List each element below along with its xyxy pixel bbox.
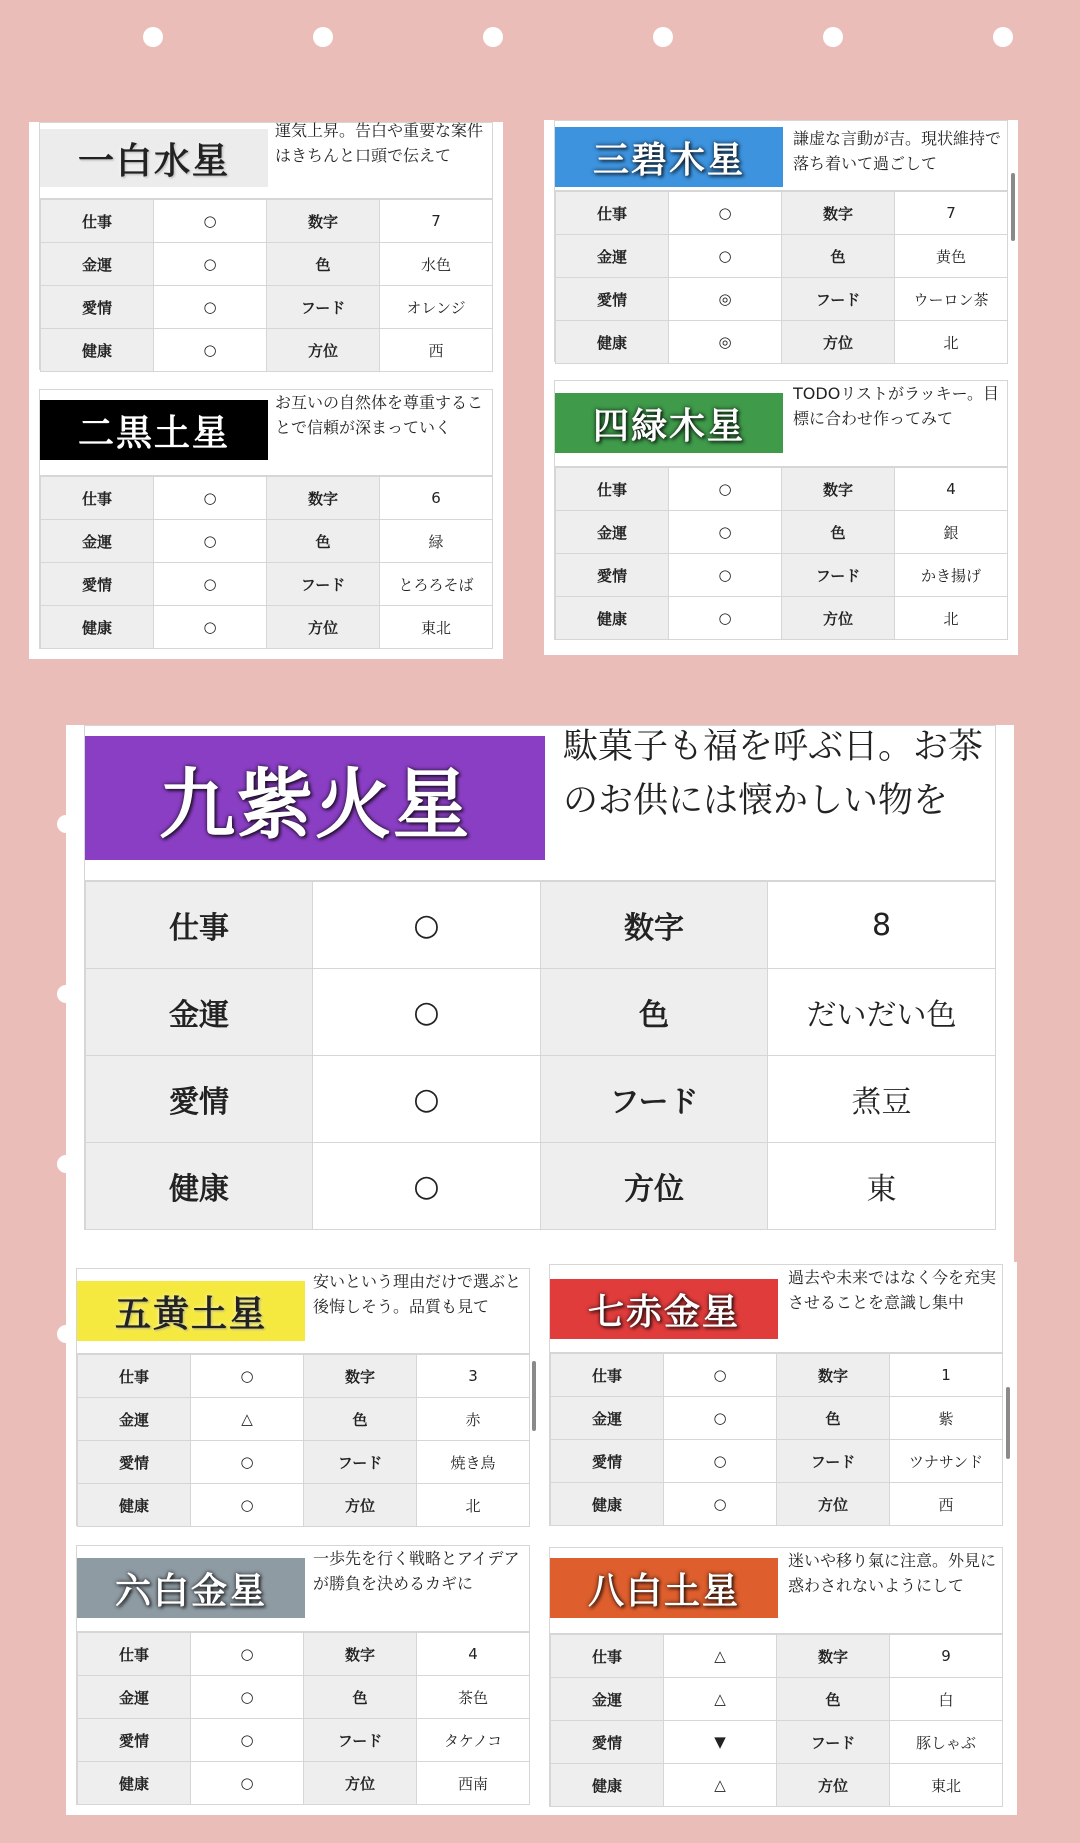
color-value: 白 [890, 1678, 1003, 1721]
food-value: ツナサンド [890, 1440, 1003, 1483]
love-value: ○ [669, 554, 782, 597]
health-value: △ [664, 1764, 777, 1807]
color-label: 色 [777, 1678, 890, 1721]
direction-value: 西 [380, 329, 493, 372]
work-value: ○ [664, 1354, 777, 1397]
color-value: 銀 [895, 511, 1008, 554]
star-card-s7 [549, 1264, 1003, 1526]
love-label: 愛情 [41, 286, 154, 329]
food-label: フード [541, 1056, 768, 1143]
direction-value: 東北 [380, 606, 493, 649]
work-label: 仕事 [78, 1633, 191, 1676]
color-value: だいだい色 [768, 969, 996, 1056]
health-label: 健康 [78, 1762, 191, 1805]
food-label: フード [782, 554, 895, 597]
number-label: 数字 [267, 200, 380, 243]
direction-label: 方位 [267, 606, 380, 649]
love-label: 愛情 [556, 554, 669, 597]
color-value: 赤 [417, 1398, 530, 1441]
money-value: △ [191, 1398, 304, 1441]
decorative-dot [993, 27, 1013, 47]
number-value: 7 [895, 192, 1008, 235]
top-left-panel [29, 122, 503, 659]
direction-label: 方位 [777, 1483, 890, 1526]
money-label: 金運 [551, 1397, 664, 1440]
health-label: 健康 [556, 597, 669, 640]
color-label: 色 [267, 520, 380, 563]
work-value: ○ [191, 1355, 304, 1398]
direction-label: 方位 [304, 1762, 417, 1805]
work-label: 仕事 [41, 200, 154, 243]
star-banner: 七赤金星 [550, 1279, 778, 1339]
food-value: タケノコ [417, 1719, 530, 1762]
love-value: ○ [664, 1440, 777, 1483]
star-message: 運気上昇。告白や重要な案件はきちんと口頭で伝えて [275, 121, 484, 165]
color-value: 紫 [890, 1397, 1003, 1440]
number-label: 数字 [304, 1633, 417, 1676]
food-label: フード [267, 286, 380, 329]
direction-value: 北 [895, 321, 1008, 364]
number-label: 数字 [541, 882, 768, 969]
star-banner: 一白水星 [40, 129, 268, 187]
money-value: ○ [664, 1397, 777, 1440]
health-value: ○ [154, 606, 267, 649]
food-value: 煮豆 [768, 1056, 996, 1143]
number-label: 数字 [267, 477, 380, 520]
work-label: 仕事 [86, 882, 313, 969]
decorative-dot [483, 27, 503, 47]
star-banner: 四緑木星 [555, 393, 783, 453]
color-label: 色 [304, 1676, 417, 1719]
number-value: 7 [380, 200, 493, 243]
love-label: 愛情 [78, 1441, 191, 1484]
color-label: 色 [782, 511, 895, 554]
health-value: ◎ [669, 321, 782, 364]
love-label: 愛情 [551, 1440, 664, 1483]
star-card-s1 [39, 122, 493, 370]
fortune-table [550, 1353, 1003, 1526]
health-label: 健康 [86, 1143, 313, 1230]
money-label: 金運 [41, 243, 154, 286]
money-label: 金運 [556, 511, 669, 554]
top-right-panel [544, 120, 1018, 655]
star-message: 安いという理由だけで選ぶと後悔しそう。品質も見て [313, 1272, 522, 1316]
decorative-dot [823, 27, 843, 47]
fortune-table [40, 476, 493, 649]
love-label: 愛情 [551, 1721, 664, 1764]
health-value: ○ [191, 1484, 304, 1527]
health-label: 健康 [41, 606, 154, 649]
health-label: 健康 [551, 1764, 664, 1807]
number-value: 4 [417, 1633, 530, 1676]
star-banner: 九紫火星 [85, 736, 545, 860]
star-message: TODOリストがラッキー。目標に合わせ作ってみて [793, 384, 1000, 428]
star-card-s5 [76, 1268, 530, 1526]
bottom-right-panel [547, 1262, 1017, 1815]
food-value: とろろそば [380, 563, 493, 606]
food-value: 豚しゃぶ [890, 1721, 1003, 1764]
food-label: フード [267, 563, 380, 606]
direction-value: 北 [895, 597, 1008, 640]
number-label: 数字 [304, 1355, 417, 1398]
color-value: 黄色 [895, 235, 1008, 278]
health-label: 健康 [78, 1484, 191, 1527]
direction-value: 東北 [890, 1764, 1003, 1807]
star-banner: 八白土星 [550, 1558, 778, 1618]
color-value: 水色 [380, 243, 493, 286]
health-label: 健康 [556, 321, 669, 364]
love-value: ○ [191, 1441, 304, 1484]
health-value: ○ [664, 1483, 777, 1526]
direction-label: 方位 [782, 321, 895, 364]
direction-label: 方位 [304, 1484, 417, 1527]
scrollbar[interactable] [1006, 1387, 1010, 1459]
love-value: ◎ [669, 278, 782, 321]
work-label: 仕事 [78, 1355, 191, 1398]
food-value: ウーロン茶 [895, 278, 1008, 321]
number-value: 6 [380, 477, 493, 520]
food-label: フード [782, 278, 895, 321]
money-label: 金運 [78, 1398, 191, 1441]
food-value: 焼き鳥 [417, 1441, 530, 1484]
love-label: 愛情 [41, 563, 154, 606]
color-label: 色 [267, 243, 380, 286]
number-value: 3 [417, 1355, 530, 1398]
fortune-table [555, 191, 1008, 364]
food-label: フード [304, 1441, 417, 1484]
decorative-dot [313, 27, 333, 47]
work-value: ○ [313, 882, 541, 969]
fortune-table [77, 1354, 530, 1527]
star-message: 駄菓子も福を呼ぶ日。お茶のお供には懐かしい物を [563, 727, 983, 822]
star-card-s4 [554, 380, 1008, 640]
direction-label: 方位 [777, 1764, 890, 1807]
fortune-table [555, 467, 1008, 640]
star-message: 迷いや移り氣に注意。外見に惑わされないようにして [788, 1551, 997, 1595]
star-card-s6 [76, 1545, 530, 1805]
decorative-dot [57, 815, 75, 833]
decorative-dot [57, 985, 75, 1003]
food-value: オレンジ [380, 286, 493, 329]
number-label: 数字 [782, 192, 895, 235]
star-banner: 五黄土星 [77, 1281, 305, 1341]
work-label: 仕事 [41, 477, 154, 520]
number-label: 数字 [782, 468, 895, 511]
fortune-table [85, 881, 996, 1230]
number-label: 数字 [777, 1354, 890, 1397]
decorative-dot [57, 1325, 75, 1343]
star-card-s8 [549, 1547, 1003, 1807]
number-value: 9 [890, 1635, 1003, 1678]
money-value: ○ [313, 969, 541, 1056]
money-label: 金運 [86, 969, 313, 1056]
direction-value: 西 [890, 1483, 1003, 1526]
food-label: フード [777, 1721, 890, 1764]
health-label: 健康 [41, 329, 154, 372]
love-value: ▼ [664, 1721, 777, 1764]
work-value: ○ [191, 1633, 304, 1676]
health-value: ○ [154, 329, 267, 372]
direction-label: 方位 [541, 1143, 768, 1230]
direction-value: 北 [417, 1484, 530, 1527]
direction-value: 東 [768, 1143, 996, 1230]
work-value: △ [664, 1635, 777, 1678]
work-value: ○ [154, 477, 267, 520]
love-label: 愛情 [556, 278, 669, 321]
money-value: △ [664, 1678, 777, 1721]
money-label: 金運 [78, 1676, 191, 1719]
fortune-table [40, 199, 493, 372]
work-value: ○ [669, 468, 782, 511]
food-label: フード [304, 1719, 417, 1762]
money-value: ○ [154, 243, 267, 286]
direction-label: 方位 [782, 597, 895, 640]
color-value: 茶色 [417, 1676, 530, 1719]
number-value: 8 [768, 882, 996, 969]
star-card-s2 [39, 389, 493, 649]
star-message: 謙虚な言動が吉。現状維持で落ち着いて過ごして [793, 129, 1002, 173]
work-value: ○ [669, 192, 782, 235]
love-value: ○ [154, 563, 267, 606]
health-value: ○ [669, 597, 782, 640]
star-message: 過去や未来ではなく今を充実させることを意識し集中 [788, 1268, 997, 1312]
work-label: 仕事 [551, 1354, 664, 1397]
number-value: 1 [890, 1354, 1003, 1397]
direction-value: 西南 [417, 1762, 530, 1805]
color-label: 色 [777, 1397, 890, 1440]
direction-label: 方位 [267, 329, 380, 372]
work-value: ○ [154, 200, 267, 243]
health-label: 健康 [551, 1483, 664, 1526]
color-value: 緑 [380, 520, 493, 563]
scrollbar[interactable] [532, 1361, 536, 1431]
star-banner: 六白金星 [77, 1558, 305, 1618]
color-label: 色 [541, 969, 768, 1056]
color-label: 色 [782, 235, 895, 278]
money-label: 金運 [551, 1678, 664, 1721]
love-label: 愛情 [78, 1719, 191, 1762]
work-label: 仕事 [556, 192, 669, 235]
star-message: お互いの自然体を尊重することで信頼が深まっていく [275, 393, 484, 437]
health-value: ○ [313, 1143, 541, 1230]
money-label: 金運 [556, 235, 669, 278]
decorative-dot [57, 1155, 75, 1173]
star-card-s3 [554, 120, 1008, 362]
money-value: ○ [154, 520, 267, 563]
money-value: ○ [669, 235, 782, 278]
food-label: フード [777, 1440, 890, 1483]
fortune-table [550, 1634, 1003, 1807]
number-value: 4 [895, 468, 1008, 511]
love-value: ○ [313, 1056, 541, 1143]
fortune-table [77, 1632, 530, 1805]
love-value: ○ [154, 286, 267, 329]
love-label: 愛情 [86, 1056, 313, 1143]
work-label: 仕事 [556, 468, 669, 511]
health-value: ○ [191, 1762, 304, 1805]
money-value: ○ [191, 1676, 304, 1719]
color-label: 色 [304, 1398, 417, 1441]
money-label: 金運 [41, 520, 154, 563]
star-banner: 三碧木星 [555, 127, 783, 187]
number-label: 数字 [777, 1635, 890, 1678]
star-banner: 二黒土星 [40, 400, 268, 460]
food-value: かき揚げ [895, 554, 1008, 597]
love-value: ○ [191, 1719, 304, 1762]
scrollbar[interactable] [1011, 173, 1015, 241]
star-card-s9 [84, 725, 996, 1230]
decorative-dot [653, 27, 673, 47]
money-value: ○ [669, 511, 782, 554]
star-message: 一歩先を行く戦略とアイデアが勝負を決めるカギに [313, 1549, 520, 1593]
work-label: 仕事 [551, 1635, 664, 1678]
decorative-dot [143, 27, 163, 47]
